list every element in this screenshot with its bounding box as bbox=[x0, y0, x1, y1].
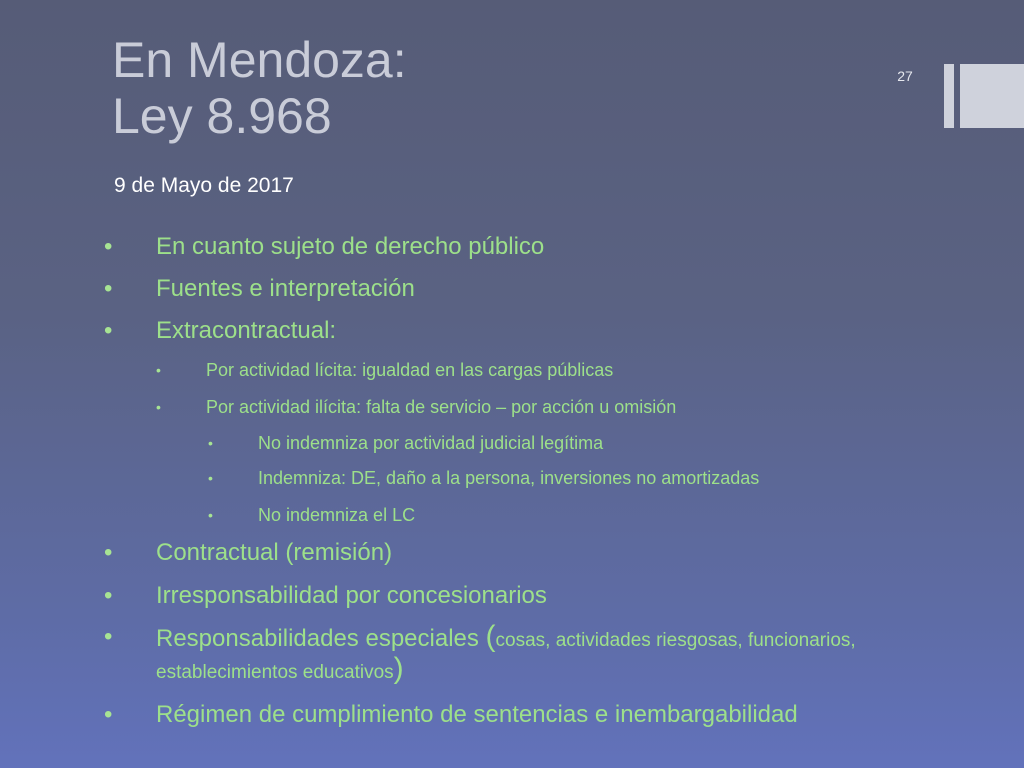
bullet-dot-icon: • bbox=[104, 623, 113, 650]
bullet-dot-icon: • bbox=[156, 399, 161, 415]
bullet-text: No indemniza el LC bbox=[258, 505, 416, 525]
slide-subtitle: 9 de Mayo de 2017 bbox=[114, 174, 294, 197]
title-line-2: Ley 8.968 bbox=[112, 88, 332, 144]
sub-bullet-item bbox=[156, 359, 614, 381]
bullet-item bbox=[104, 581, 547, 611]
bullet-text: Contractual (remisión) bbox=[156, 539, 393, 566]
title-line-1: En Mendoza: bbox=[112, 32, 407, 88]
bullet-item bbox=[104, 700, 798, 730]
bullet-dot-icon: • bbox=[104, 582, 113, 609]
bullet-text: Por actividad ilícita: falta de servicio – por acción u omisión bbox=[206, 397, 677, 417]
bullet-text: Extracontractual: bbox=[156, 317, 337, 344]
bullet-text: En cuanto sujeto de derecho público bbox=[156, 233, 545, 260]
page-number: 27 bbox=[897, 68, 913, 84]
bullet-dot-icon: • bbox=[104, 539, 113, 566]
bullet-text: Por actividad lícita: igualdad en las cargas públicas bbox=[206, 360, 614, 380]
bullet-item bbox=[104, 274, 415, 304]
decorative-bar-thin bbox=[944, 64, 954, 128]
bullet-dot-icon: • bbox=[104, 317, 113, 344]
bullet-text: No indemniza por actividad judicial legítima bbox=[258, 433, 604, 453]
sub-sub-bullet-item bbox=[208, 432, 604, 454]
bullet-dot-icon: • bbox=[104, 275, 113, 302]
bullet-dot-icon: • bbox=[208, 435, 213, 451]
decorative-bar-thick bbox=[960, 64, 1024, 128]
bullet-text-line-2 bbox=[156, 654, 856, 688]
bullet-item bbox=[104, 620, 856, 688]
sub-bullet-item bbox=[156, 396, 677, 418]
bullet-dot-icon: • bbox=[104, 233, 113, 260]
sub-sub-bullet-item bbox=[208, 504, 416, 526]
bullet-text: Fuentes e interpretación bbox=[156, 275, 415, 302]
bullet-item bbox=[104, 538, 393, 568]
bullet-detail-text: establecimientos educativos bbox=[156, 662, 394, 683]
bullet-dot-icon: • bbox=[208, 507, 213, 523]
bullet-text: Irresponsabilidad por concesionarios bbox=[156, 582, 547, 609]
bullet-text: Régimen de cumplimiento de sentencias e inembargabilidad bbox=[156, 701, 798, 728]
bullet-detail-text: cosas, actividades riesgosas, funcionarios, bbox=[495, 630, 856, 651]
bullet-item bbox=[104, 232, 545, 262]
bullet-text-line-1 bbox=[156, 622, 856, 656]
bullet-text: Responsabilidades especiales bbox=[156, 625, 486, 652]
open-paren: ( bbox=[485, 620, 496, 653]
slide-title bbox=[112, 32, 407, 144]
bullet-text: Indemniza: DE, daño a la persona, inversiones no amortizadas bbox=[258, 468, 760, 488]
sub-sub-bullet-item bbox=[208, 467, 760, 489]
bullet-dot-icon: • bbox=[208, 470, 213, 486]
close-paren: ) bbox=[393, 652, 404, 685]
bullet-dot-icon: • bbox=[156, 362, 161, 378]
bullet-dot-icon: • bbox=[104, 701, 113, 728]
bullet-item bbox=[104, 316, 337, 346]
